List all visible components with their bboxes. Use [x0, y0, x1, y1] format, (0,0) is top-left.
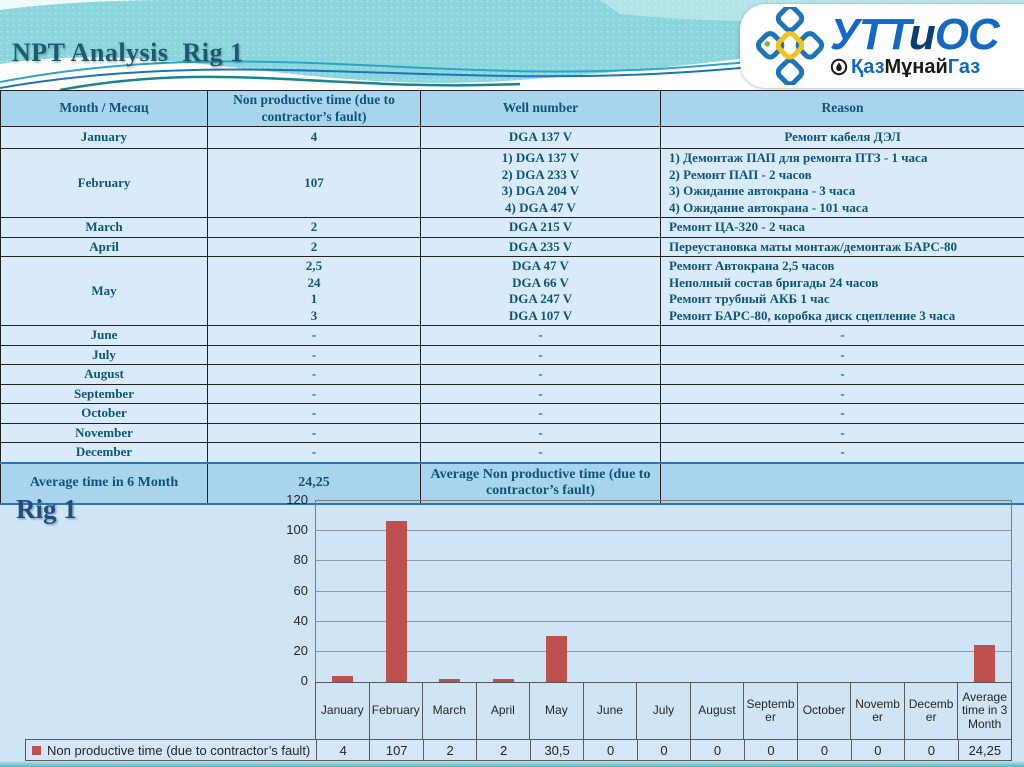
- well-number-cell: [421, 423, 661, 443]
- table-row: [1, 365, 1024, 385]
- npt-value-cell-line: -: [311, 366, 317, 381]
- series-value-0: 4: [316, 740, 369, 760]
- well-number-cell: [421, 127, 661, 149]
- bar-Average time in 3 Month: [974, 645, 995, 682]
- month-cell: [1, 345, 208, 365]
- month-cell: [1, 365, 208, 385]
- category-label-10: November: [850, 683, 904, 739]
- category-label-7: August: [690, 683, 744, 739]
- series-value-6: 0: [637, 740, 690, 760]
- well-number-cell-line: DGA 215 V: [508, 219, 573, 234]
- reason-cell-line: 3) Ожидание автокрана - 3 часа: [669, 183, 856, 198]
- table-row: [1, 218, 1024, 238]
- y-tick-label: 0: [300, 673, 308, 688]
- category-label-12: Average time in 3 Month: [957, 683, 1011, 739]
- table-row: [1, 127, 1024, 149]
- series-value-8: 0: [744, 740, 797, 760]
- npt-value-cell: [208, 326, 421, 346]
- category-label-0: January: [320, 703, 364, 718]
- reason-cell-line: Неполный состав бригады 24 часов: [669, 274, 879, 290]
- chart-legend: [26, 740, 316, 760]
- npt-value-cell: [208, 404, 421, 424]
- npt-value-cell-line: 4: [310, 129, 318, 145]
- footer-empty-cell: [661, 463, 1024, 504]
- npt-value-cell: [208, 423, 421, 443]
- gridline: [316, 591, 1011, 592]
- well-number-cell: [421, 404, 661, 424]
- series-value-5: 0: [583, 740, 636, 760]
- table-row: [1, 384, 1024, 404]
- month-cell-line: January: [80, 129, 128, 145]
- y-tick-label: 120: [286, 492, 308, 507]
- company-logo: [740, 4, 1024, 88]
- logo-brand-part1: УТТ: [830, 10, 909, 59]
- well-number-cell: [421, 218, 661, 238]
- column-header-2: Well number: [421, 91, 661, 127]
- reason-cell-line: -: [840, 385, 845, 401]
- well-number-cell-line: 2) DGA 233 V: [501, 166, 580, 182]
- page-title: NPT Analysis Rig 1: [12, 38, 244, 67]
- column-header-1: Non productive time (due to contractor’s fault): [208, 91, 421, 127]
- well-number-cell-line: -: [538, 327, 543, 342]
- logo-sub-part2: Мұнай: [884, 56, 948, 78]
- logo-sub-part1: Қаз: [851, 56, 885, 78]
- reason-cell-line: 2) Ремонт ПАП - 2 часов: [669, 166, 812, 182]
- npt-value-cell: [208, 127, 421, 149]
- gridline: [316, 560, 1011, 561]
- reason-cell: [661, 423, 1024, 443]
- logo-brand-part2: и: [908, 10, 935, 59]
- well-number-cell-line: -: [538, 385, 543, 401]
- bar-February: [386, 521, 407, 682]
- reason-cell-line: Ремонт Автокрана 2,5 часов: [669, 258, 835, 273]
- gridline: [316, 651, 1011, 652]
- well-number-cell-line: -: [538, 366, 543, 381]
- npt-value-cell-line: -: [311, 346, 317, 362]
- month-cell-line: March: [85, 219, 123, 234]
- series-value-11: 0: [904, 740, 957, 760]
- month-cell-line: September: [74, 385, 134, 401]
- npt-value-cell: [208, 365, 421, 385]
- reason-cell-line: 1) Демонтаж ПАП для ремонта ПТЗ - 1 часа: [669, 150, 928, 165]
- month-cell-line: July: [92, 346, 116, 362]
- well-number-cell-line: 1) DGA 137 V: [501, 150, 580, 165]
- npt-value-cell: [208, 149, 421, 218]
- month-cell-line: December: [75, 444, 133, 459]
- reason-cell-line: Ремонт кабеля ДЭЛ: [784, 129, 901, 145]
- reason-cell: [661, 149, 1024, 218]
- npt-table-header: [1, 91, 1024, 127]
- month-cell: [1, 257, 208, 326]
- npt-table-footer: [1, 463, 1024, 504]
- month-cell: [1, 149, 208, 218]
- y-tick-label: 60: [293, 582, 308, 598]
- npt-value-cell: [208, 384, 421, 404]
- reason-cell-line: Ремонт БАРС-80, коробка диск сцепление 3 часа: [669, 307, 956, 323]
- reason-cell: [661, 127, 1024, 149]
- y-tick-label: 80: [293, 552, 308, 568]
- series-value-7: 0: [690, 740, 743, 760]
- table-row: [1, 326, 1024, 346]
- well-number-cell-line: -: [538, 424, 543, 440]
- month-cell: [1, 218, 208, 238]
- table-row: [1, 149, 1024, 218]
- logo-sub-part3: Газ: [947, 56, 981, 78]
- well-number-cell: [421, 149, 661, 218]
- npt-value-cell-line: 2: [310, 219, 318, 234]
- reason-cell-line: -: [840, 327, 845, 342]
- header-row: [1, 91, 1024, 127]
- well-number-cell: [421, 237, 661, 257]
- reason-cell: [661, 365, 1024, 385]
- table-row: [1, 237, 1024, 257]
- well-number-cell-line: 3) DGA 204 V: [501, 183, 580, 198]
- logo-brand-part3: ОС: [934, 10, 999, 59]
- reason-cell: [661, 326, 1024, 346]
- npt-value-cell-line: -: [311, 424, 317, 440]
- month-cell-line: October: [81, 405, 127, 420]
- npt-value-cell-line: 3: [310, 307, 318, 323]
- reason-cell-line: Ремонт ЦА-320 - 2 часа: [669, 219, 806, 234]
- bottom-accent-strip: [0, 761, 1024, 767]
- npt-value-cell-line: 1: [310, 291, 318, 306]
- npt-value-cell-line: -: [311, 327, 317, 342]
- category-label-5: June: [583, 683, 637, 739]
- table-row: [1, 345, 1024, 365]
- reason-cell: [661, 218, 1024, 238]
- month-cell-line: June: [90, 327, 118, 342]
- flame-circle-icon: [830, 58, 848, 76]
- footer-row: [1, 463, 1024, 504]
- logo-emblem-icon: [754, 7, 826, 85]
- series-value-2: 2: [423, 740, 476, 760]
- month-cell: [1, 237, 208, 257]
- month-cell-line: May: [91, 282, 117, 298]
- npt-value-cell: [208, 237, 421, 257]
- npt-value-cell: [208, 443, 421, 463]
- month-cell-line: August: [84, 366, 124, 381]
- series-value-12: 24,25: [958, 740, 1011, 760]
- npt-value-cell-line: 107: [304, 174, 324, 190]
- month-cell: [1, 423, 208, 443]
- npt-value-cell-line: 2: [310, 238, 318, 254]
- month-cell: [1, 443, 208, 463]
- month-cell-line: April: [89, 238, 119, 254]
- month-cell: [1, 127, 208, 149]
- logo-subbrand: [830, 56, 999, 78]
- npt-value-cell: [208, 345, 421, 365]
- well-number-cell: [421, 257, 661, 326]
- chart-x-axis-categories: [315, 682, 1012, 740]
- series-value-9: 0: [797, 740, 850, 760]
- npt-value-cell-line: -: [311, 444, 317, 459]
- y-tick-label: 20: [293, 642, 308, 658]
- reason-cell: [661, 257, 1024, 326]
- npt-table-body: [1, 127, 1024, 463]
- reason-cell: [661, 443, 1024, 463]
- month-cell: [1, 384, 208, 404]
- category-label-9: October: [797, 683, 851, 739]
- logo-brand: [830, 10, 999, 59]
- table-row: [1, 443, 1024, 463]
- reason-cell-line: 4) Ожидание автокрана - 101 часа: [669, 199, 869, 215]
- npt-value-cell-line: -: [311, 405, 317, 420]
- npt-value-cell: [208, 218, 421, 238]
- chart-plot-area: [315, 500, 1012, 683]
- gridline: [316, 621, 1011, 622]
- category-label-11: December: [904, 683, 958, 739]
- reason-cell-line: -: [840, 405, 845, 420]
- footer-value-cell: 24,25: [208, 463, 421, 504]
- well-number-cell: [421, 365, 661, 385]
- month-cell-line: November: [75, 424, 133, 440]
- logo-text: [830, 10, 999, 78]
- legend-series-label: Non productive time (due to contractor’s fault): [47, 742, 311, 758]
- npt-value-cell: [208, 257, 421, 326]
- well-number-cell-line: 4) DGA 47 V: [505, 199, 576, 215]
- well-number-cell-line: DGA 66 V: [512, 274, 569, 290]
- reason-cell-line: -: [840, 444, 845, 459]
- reason-cell-line: Ремонт трубный АКБ 1 час: [669, 291, 830, 306]
- npt-table: [0, 90, 1024, 505]
- reason-cell: [661, 345, 1024, 365]
- well-number-cell-line: DGA 137 V: [508, 129, 573, 145]
- category-label-2: March: [422, 683, 476, 739]
- well-number-cell-line: -: [538, 405, 543, 420]
- chart-section-title: Rig 1: [16, 494, 77, 524]
- month-cell-line: February: [77, 174, 131, 190]
- well-number-cell-line: DGA 107 V: [508, 307, 573, 323]
- npt-value-cell-line: 24: [307, 274, 321, 290]
- table-row: [1, 423, 1024, 443]
- well-number-cell-line: DGA 47 V: [512, 258, 569, 273]
- series-value-10: 0: [851, 740, 904, 760]
- bar-May: [546, 636, 567, 682]
- category-label-1: February: [369, 683, 423, 739]
- well-number-cell-line: DGA 235 V: [508, 238, 573, 254]
- well-number-cell: [421, 326, 661, 346]
- month-cell: [1, 326, 208, 346]
- well-number-cell: [421, 384, 661, 404]
- well-number-cell: [421, 443, 661, 463]
- column-header-0: Month / Месяц: [1, 91, 208, 127]
- footer-label-cell: Average time in 6 Month: [1, 463, 208, 504]
- reason-cell-line: Переустановка маты монтаж/демонтаж БАРС-80: [669, 238, 958, 254]
- series-value-3: 2: [476, 740, 529, 760]
- well-number-cell-line: -: [538, 346, 543, 362]
- npt-value-cell-line: 2,5: [305, 258, 323, 273]
- month-cell: [1, 404, 208, 424]
- reason-cell: [661, 384, 1024, 404]
- gridline: [316, 530, 1011, 531]
- footer-note-cell: Average Non productive time (due to contractor’s fault): [421, 463, 661, 504]
- reason-cell: [661, 237, 1024, 257]
- y-tick-label: 40: [293, 612, 308, 628]
- well-number-cell-line: -: [538, 444, 543, 459]
- series-value-1: 107: [369, 740, 422, 760]
- reason-cell-line: -: [840, 424, 845, 440]
- y-tick-label: 100: [286, 522, 308, 538]
- reason-cell-line: -: [840, 366, 845, 381]
- category-label-4: May: [529, 683, 583, 739]
- chart-data-table: [25, 739, 1012, 761]
- table-row: [1, 404, 1024, 424]
- npt-value-cell-line: -: [311, 385, 317, 401]
- well-number-cell: [421, 345, 661, 365]
- reason-cell: [661, 404, 1024, 424]
- category-label-6: July: [636, 683, 690, 739]
- legend-color-swatch-icon: [32, 746, 41, 755]
- category-label-8: September: [743, 683, 797, 739]
- banner: [0, 0, 1024, 90]
- reason-cell-line: -: [840, 346, 845, 362]
- well-number-cell-line: DGA 247 V: [508, 291, 573, 306]
- series-value-4: 30,5: [530, 740, 583, 760]
- table-row: [1, 257, 1024, 326]
- column-header-3: Reason: [661, 91, 1024, 127]
- category-label-3: April: [476, 683, 530, 739]
